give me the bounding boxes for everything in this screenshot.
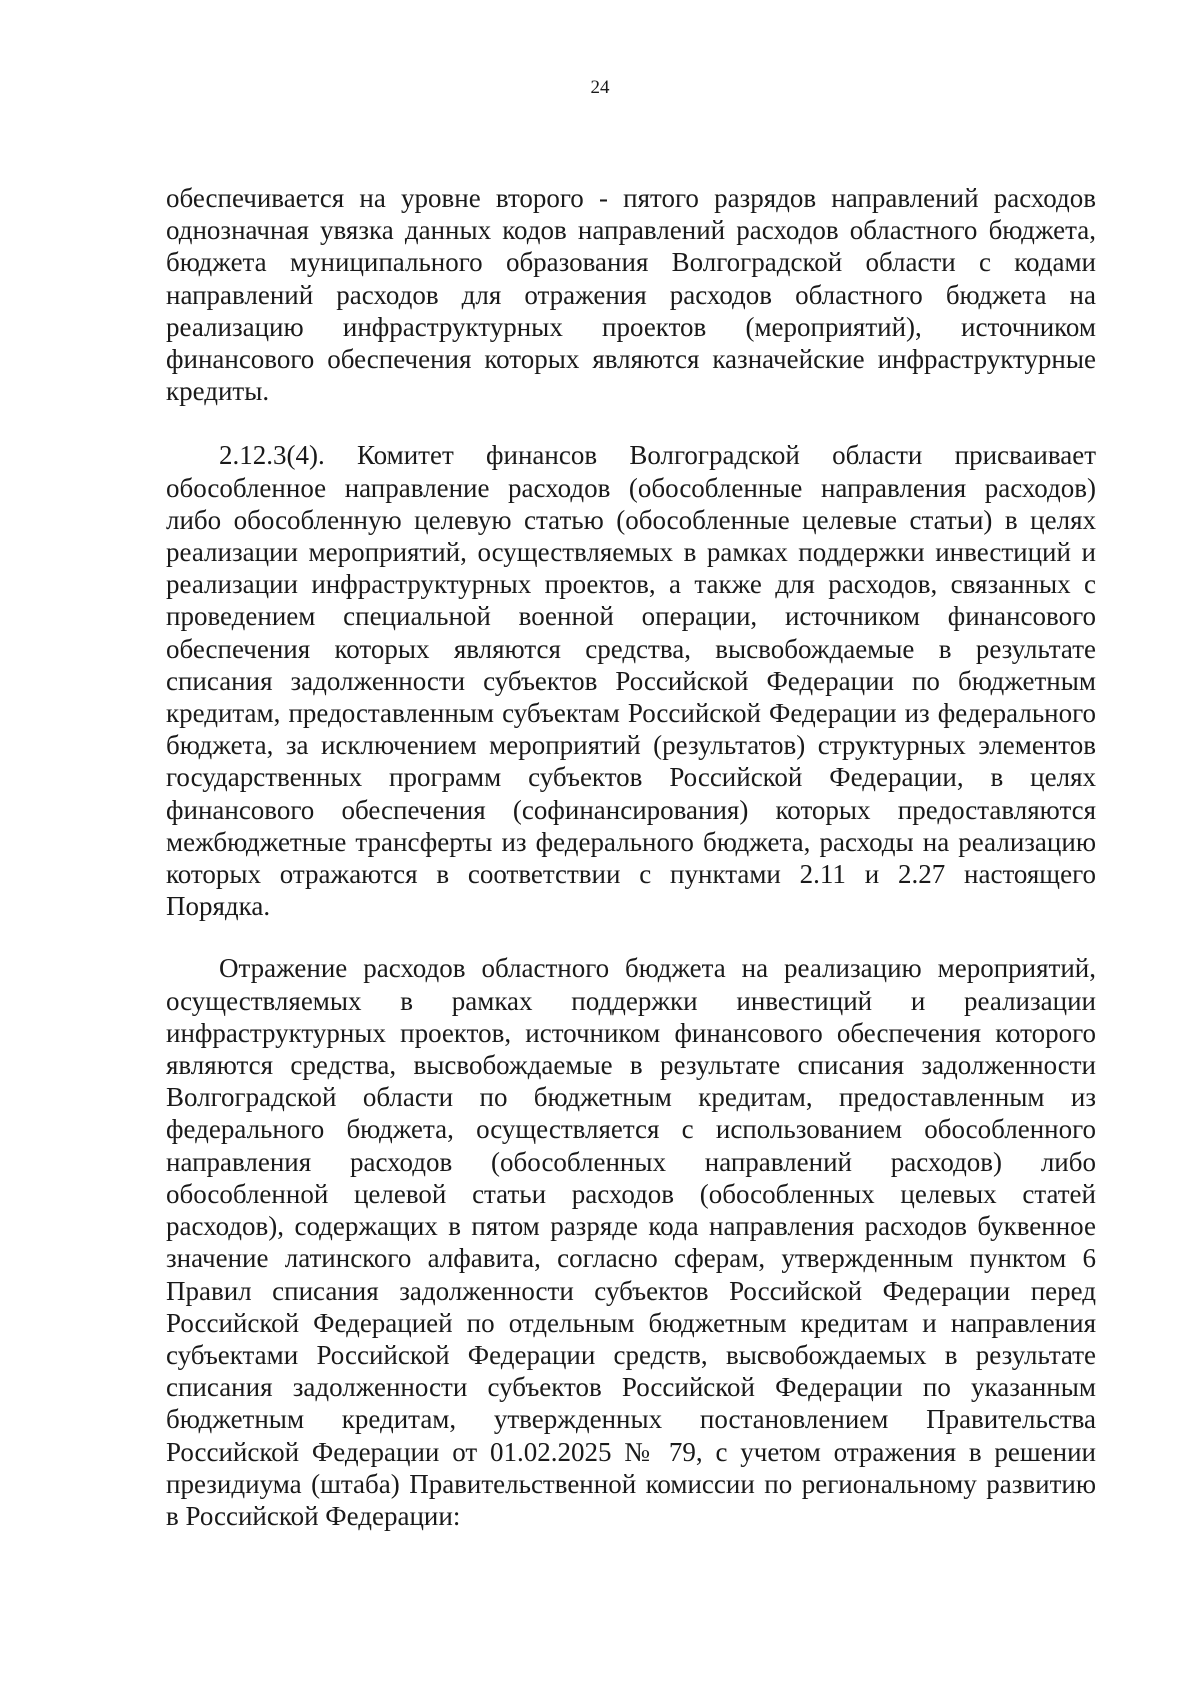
paragraph-2-12-3-4: 2.12.3(4). Комитет финансов Волгоградской области присваивает обособленное направление расходов (обособленные направления расходов) либо обособленную целевую статью (обособленные целевые статьи) в целях реализации мероприятий, осуществляемых в рамках поддержки инвестиций и реализации инфраструктурных проектов, а также для расходов, связанных с проведением специальной военной операции, источником финансового обеспечения которых являются средства, высвобождаемые в результате списания задолженности субъектов Российской Федерации по бюджетным кредитам, предоставленным субъектам Российской Федерации из федерального бюджета, за исключением мероприятий (результатов) структурных элементов государственных программ субъектов Российской Федерации, в целях финансового обеспечения (софинансирования) которых предоставляются межбюджетные трансферты из федерального бюджета, расходы на реализацию которых отражаются в соответствии с пунктами 2.11 и 2.27 настоящего Порядка. — [166, 440, 1096, 922]
paragraph-expenditure-reflection: Отражение расходов областного бюджета на реализацию мероприятий, осуществляемых в рамках поддержки инвестиций и реализации инфраструктурных проектов, источником финансового обеспечения которого являются средства, высвобождаемые в результате списания задолженности Волгоградской области по бюджетным кредитам, предоставленным из федерального бюджета, осуществляется с использованием обособленного направления расходов (обособленных направлений расходов) либо обособленной целевой статьи расходов (обособленных целевых статей расходов), содержащих в пятом разряде кода направления расходов буквенное значение латинского алфавита, согласно сферам, утвержденным пунктом 6 Правил списания задолженности субъектов Российской Федерации перед Российской Федерацией по отдельным бюджетным кредитам и направления субъектами Российской Федерации средств, высвобождаемых в результате списания задолженности субъектов Российской Федерации по указанным бюджетным кредитам, утвержденных постановлением Правительства Российской Федерации от 01.02.2025 № 79, с учетом отражения в решении президиума (штаба) Правительственной комиссии по региональному развитию в Российской Федерации: — [166, 953, 1096, 1531]
document-body — [166, 182, 1096, 1532]
paragraph-continuation: обеспечивается на уровне второго - пятого разрядов направлений расходов однозначная увязка данных кодов направлений расходов областного бюджета, бюджета муниципального образования Волгоградской области с кодами направлений расходов для отражения расходов областного бюджета на реализацию инфраструктурных проектов (мероприятий), источником финансового обеспечения которых являются казначейские инфраструктурные кредиты. — [166, 183, 1096, 407]
page-number: 24 — [590, 77, 610, 98]
